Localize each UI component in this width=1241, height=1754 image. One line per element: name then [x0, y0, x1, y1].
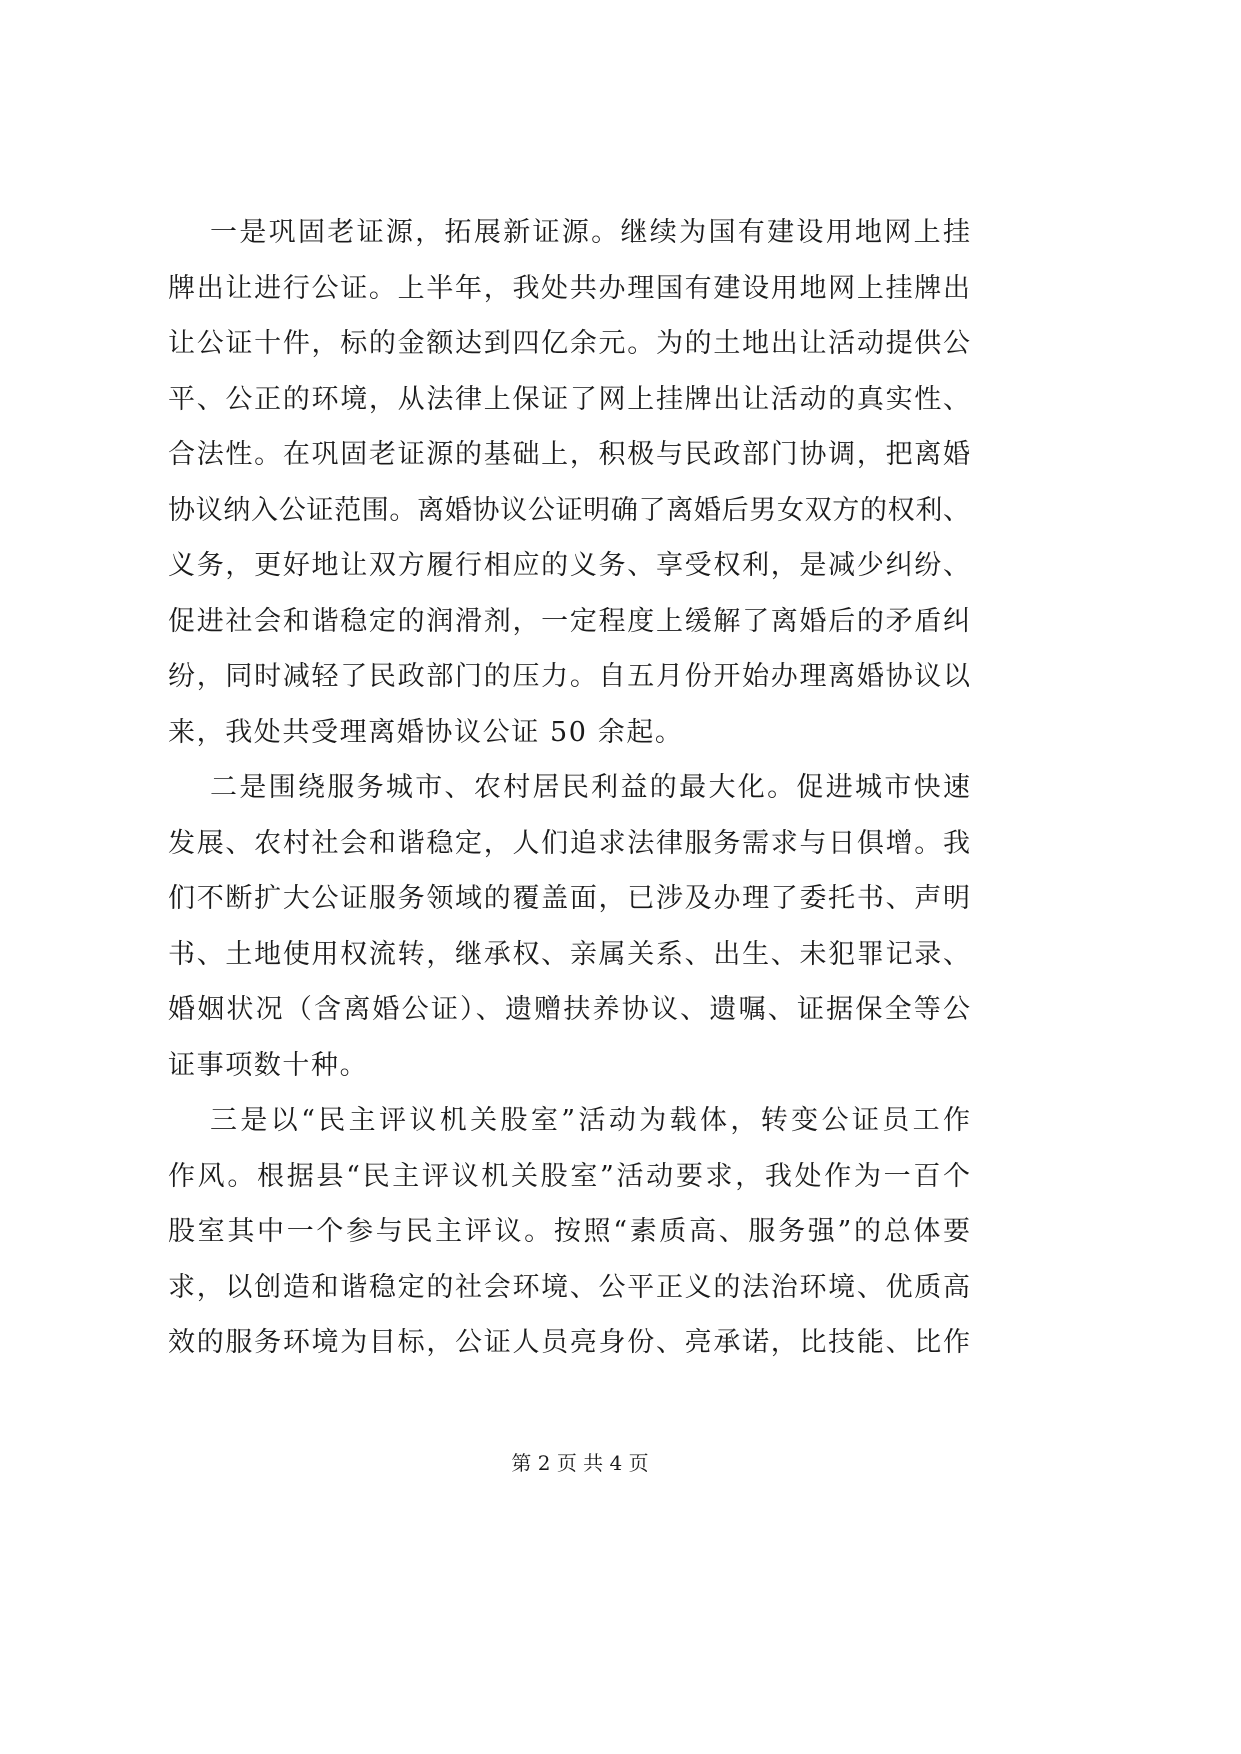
text-line: 平、公正的环境，从法律上保证了网上挂牌出让活动的真实性、	[168, 383, 970, 415]
text-line: 们不断扩大公证服务领域的覆盖面，已涉及办理了委托书、声明	[168, 883, 970, 914]
text-line: 促进社会和谐稳定的润滑剂，一定程度上缓解了离婚后的矛盾纠	[168, 605, 970, 637]
page-footer: 第 2 页 共 4 页	[511, 1451, 649, 1475]
text-line: 纷，同时减轻了民政部门的压力。自五月份开始办理离婚协议以	[168, 661, 970, 692]
text-line: 合法性。在巩固老证源的基础上，积极与民政部门协调，把离婚	[168, 439, 970, 470]
paragraph-1	[168, 205, 970, 760]
text-line: 发展、农村社会和谐稳定，人们追求法律服务需求与日俱增。我	[168, 827, 970, 859]
text-line: 作风。根据县“民主评议机关股室”活动要求，我处作为一百个	[168, 1160, 970, 1192]
text-line: 一是巩固老证源，拓展新证源。继续为国有建设用地网上挂	[210, 217, 970, 248]
text-line: 证事项数十种。	[168, 1049, 369, 1081]
text-line: 婚姻状况（含离婚公证）、遗赠扶养协议、遗嘱、证据保全等公	[168, 994, 970, 1025]
text-line: 让公证十件，标的金额达到四亿余元。为的土地出让活动提供公	[168, 328, 970, 359]
body-text	[168, 205, 970, 1371]
text-line: 求，以创造和谐稳定的社会环境、公平正义的法治环境、优质高	[168, 1271, 970, 1303]
text-line: 效的服务环境为目标，公证人员亮身份、亮承诺，比技能、比作	[168, 1327, 970, 1358]
text-line: 股室其中一个参与民主评议。按照“素质高、服务强”的总体要	[168, 1216, 970, 1247]
text-line: 二是围绕服务城市、农村居民利益的最大化。促进城市快速	[210, 772, 970, 803]
text-line: 牌出让进行公证。上半年，我处共办理国有建设用地网上挂牌出	[168, 272, 970, 304]
text-line: 协议纳入公证范围。离婚协议公证明确了离婚后男女双方的权利、	[168, 494, 970, 526]
paragraph-2	[168, 760, 970, 1093]
text-line: 三是以“民主评议机关股室”活动为载体，转变公证员工作	[210, 1105, 970, 1136]
paragraph-3	[168, 1093, 970, 1371]
text-line: 书、土地使用权流转，继承权、亲属关系、出生、未犯罪记录、	[168, 938, 970, 970]
text-line: 来，我处共受理离婚协议公证 50 余起。	[168, 716, 684, 748]
text-line: 义务，更好地让双方履行相应的义务、享受权利，是减少纠纷、	[168, 550, 970, 581]
